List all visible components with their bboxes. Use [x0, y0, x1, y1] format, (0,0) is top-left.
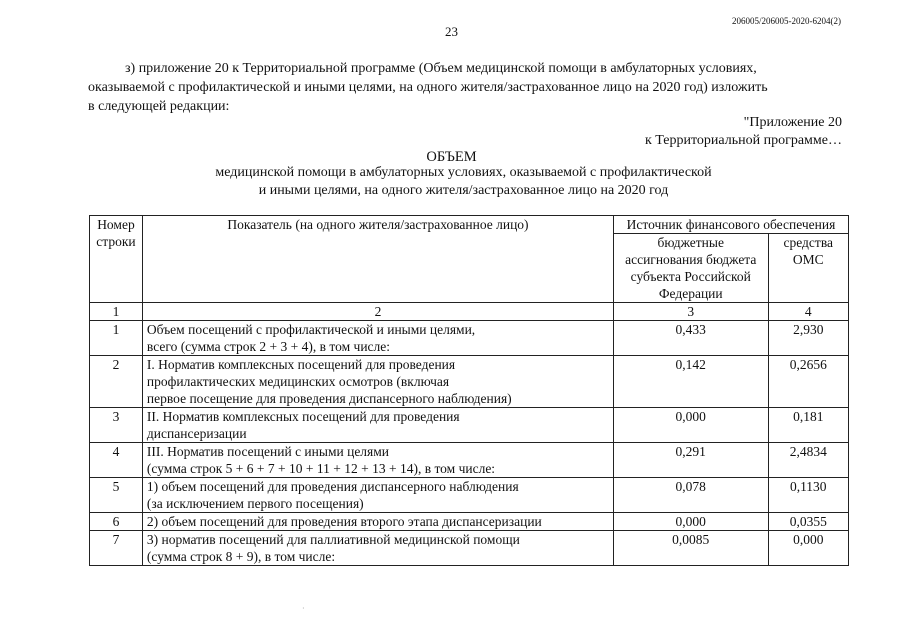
intro-paragraph	[88, 59, 844, 116]
table-body	[90, 321, 849, 566]
indicator-line: профилактических медицинских осмотров (включая	[146, 374, 450, 389]
row-number: 7	[90, 531, 143, 566]
budget-value: 0,0085	[613, 531, 768, 566]
header-text: субъекта Российской	[630, 269, 751, 284]
column-number: 2	[142, 303, 613, 321]
indicator-line: II. Норматив комплексных посещений для проведения	[146, 409, 460, 424]
table-row	[90, 478, 849, 513]
header-row	[90, 216, 849, 234]
indicator-line: всего (сумма строк 2 + 3 + 4), в том числе:	[146, 339, 391, 354]
oms-value: 2,4834	[768, 443, 848, 478]
indicator-line: (за исключением первого посещения)	[146, 496, 364, 511]
column-number: 4	[768, 303, 848, 321]
budget-value: 0,142	[613, 356, 768, 408]
header-text: Номер	[97, 217, 135, 232]
header-text: бюджетные	[657, 235, 724, 250]
row-number: 2	[90, 356, 143, 408]
indicator-line: 2) объем посещений для проведения второго этапа диспансеризации	[146, 514, 542, 529]
row-number: 4	[90, 443, 143, 478]
table-subtitle-line: медицинской помощи в амбулаторных условиях, оказываемой с профилактической	[215, 165, 712, 180]
column-number-row	[90, 303, 849, 321]
header-text: ассигнования бюджета	[625, 252, 757, 267]
budget-value: 0,291	[613, 443, 768, 478]
row-number: 5	[90, 478, 143, 513]
indicator-line: 1) объем посещений для проведения диспансерного наблюдения	[146, 479, 519, 494]
indicator-line: I. Норматив комплексных посещений для проведения	[146, 357, 456, 372]
row-number: 3	[90, 408, 143, 443]
header-row-number	[90, 216, 143, 303]
budget-value: 0,000	[613, 408, 768, 443]
appendix-reference: к Территориальной программе…	[644, 133, 842, 148]
volume-table	[89, 215, 849, 566]
intro-line: з) приложение 20 к Территориальной программе (Объем медицинской помощи в амбулаторных условиях,	[125, 61, 757, 76]
column-number: 3	[613, 303, 768, 321]
table-title: ОБЪЕМ	[426, 149, 477, 165]
table-row	[90, 513, 849, 531]
indicator-cell	[142, 513, 613, 531]
table-row	[90, 408, 849, 443]
header-text: строки	[96, 234, 136, 249]
header-funding-source: Источник финансового обеспечения	[613, 216, 848, 234]
indicator-cell	[142, 321, 613, 356]
indicator-line: III. Норматив посещений с иными целями	[146, 444, 390, 459]
oms-value: 2,930	[768, 321, 848, 356]
indicator-cell	[142, 443, 613, 478]
table-row	[90, 321, 849, 356]
header-oms	[768, 234, 848, 303]
oms-value: 0,000	[768, 531, 848, 566]
page-number: 23	[445, 24, 458, 39]
document-code: 206005/206005-2020-6204(2)	[732, 16, 841, 26]
header-text: средства	[783, 235, 834, 250]
budget-value: 0,433	[613, 321, 768, 356]
header-indicator: Показатель (на одного жителя/застрахованное лицо)	[142, 216, 613, 303]
oms-value: 0,1130	[768, 478, 848, 513]
indicator-line: 3) норматив посещений для паллиативной медицинской помощи	[146, 532, 520, 547]
column-number: 1	[90, 303, 143, 321]
indicator-cell	[142, 408, 613, 443]
intro-line: в следующей редакции:	[88, 99, 230, 114]
indicator-line: диспансеризации	[146, 426, 247, 441]
indicator-cell	[142, 531, 613, 566]
indicator-line: первое посещение для проведения диспансерного наблюдения)	[146, 391, 512, 406]
table-subtitle-line: и иными целями, на одного жителя/застрахованное лицо на 2020 год	[258, 183, 669, 198]
intro-line: оказываемой с профилактической и иными целями, на одного жителя/застрахованное лицо на 2020 год) изложить	[88, 80, 768, 95]
table-row	[90, 356, 849, 408]
header-text: ОМС	[792, 252, 824, 267]
oms-value: 0,0355	[768, 513, 848, 531]
header-text: Федерации	[658, 286, 723, 301]
scan-mark: ·	[302, 604, 305, 613]
table-row	[90, 443, 849, 478]
budget-value: 0,000	[613, 513, 768, 531]
indicator-line: (сумма строк 8 + 9), в том числе:	[146, 549, 336, 564]
header-budget	[613, 234, 768, 303]
budget-value: 0,078	[613, 478, 768, 513]
table-row	[90, 531, 849, 566]
indicator-cell	[142, 478, 613, 513]
indicator-line: Объем посещений с профилактической и иными целями,	[146, 322, 476, 337]
oms-value: 0,2656	[768, 356, 848, 408]
oms-value: 0,181	[768, 408, 848, 443]
indicator-cell	[142, 356, 613, 408]
row-number: 6	[90, 513, 143, 531]
indicator-line: (сумма строк 5 + 6 + 7 + 10 + 11 + 12 + 13 + 14), в том числе:	[146, 461, 496, 476]
row-number: 1	[90, 321, 143, 356]
appendix-label: "Приложение 20	[743, 115, 842, 130]
